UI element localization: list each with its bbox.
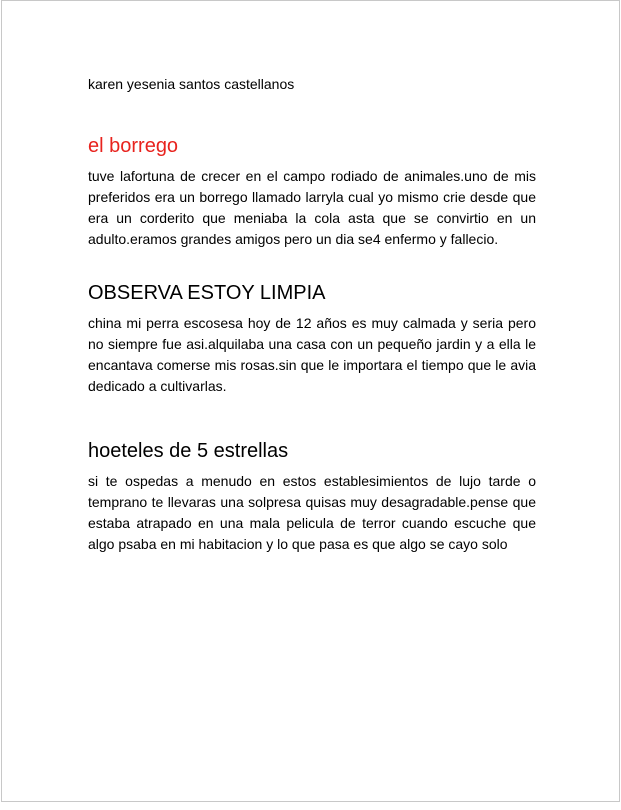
section-title-el-borrego: el borrego <box>88 135 179 157</box>
section-spacer <box>88 397 536 437</box>
document-body <box>88 72 536 555</box>
author-name: karen yesenia santos castellanos <box>88 76 295 92</box>
section-title-hoteles: hoeteles de 5 estrellas <box>88 440 289 462</box>
section-body-el-borrego: tuve lafortuna de crecer en el campo rodiado de animales.uno de mis preferidos era un borrego llamado larryla cual yo mismo crie desde que era un corderito que meniaba la cola asta que se convirtio en un adulto.eramos grandes amigos pero un dia se4 enfermo y fallecio. <box>88 168 536 247</box>
section-spacer <box>88 250 536 279</box>
section-body-hoteles: si te ospedas a menudo en estos establesimientos de lujo tarde o temprano te llevaras una solpresa quisas muy desagradable.pense que estaba atrapado en una mala pelicula de terror cuando escuche que algo psaba en mi habitacion y lo que pasa es que algo se cayo solo <box>88 473 536 552</box>
section-body-observa: china mi perra escosesa hoy de 12 años es muy calmada y seria pero no siempre fue asi.alquilaba una casa con un pequeño jardin y a ella le encantava comerse mis rosas.sin que le importara el tiempo que le avia dedicado a cultivarlas. <box>88 315 536 394</box>
section-title-observa: OBSERVA ESTOY LIMPIA <box>88 282 326 304</box>
document-page <box>1 0 620 802</box>
